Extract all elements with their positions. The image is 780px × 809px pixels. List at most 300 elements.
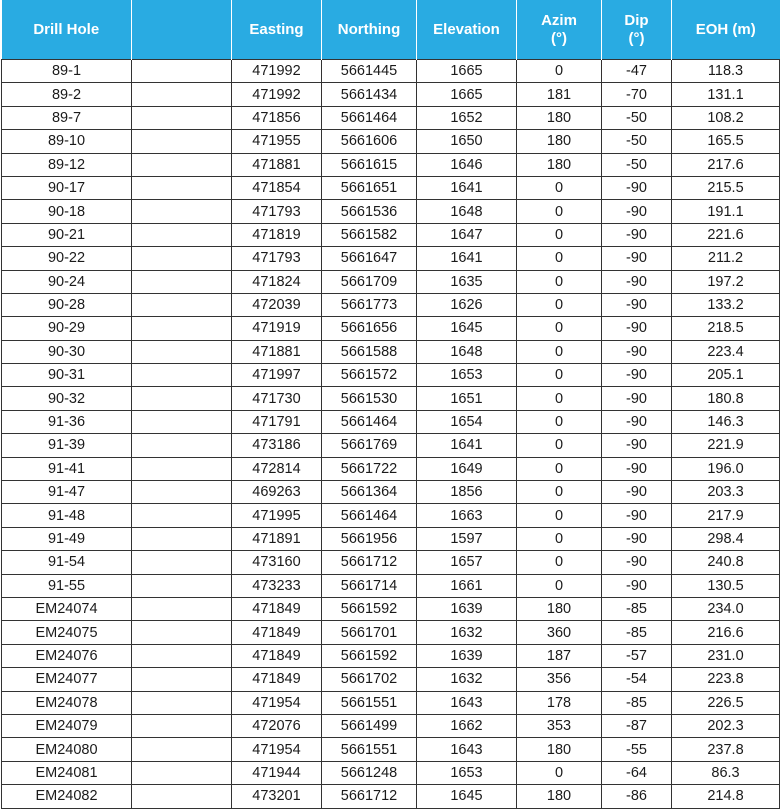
table-row bbox=[2, 504, 780, 527]
header-eoh bbox=[672, 0, 780, 60]
table-row bbox=[2, 83, 780, 106]
cell-elevation: 1648 bbox=[417, 340, 517, 363]
header-elevation bbox=[417, 0, 517, 60]
cell-easting: 471919 bbox=[232, 317, 322, 340]
cell-easting: 469263 bbox=[232, 481, 322, 504]
cell-drill-hole: 91-39 bbox=[2, 434, 132, 457]
cell-blank bbox=[132, 644, 232, 667]
cell-northing: 5661956 bbox=[322, 527, 417, 550]
cell-azim: 0 bbox=[517, 317, 602, 340]
table-row bbox=[2, 270, 780, 293]
cell-northing: 5661588 bbox=[322, 340, 417, 363]
cell-drill-hole: 90-24 bbox=[2, 270, 132, 293]
cell-eoh: 218.5 bbox=[672, 317, 780, 340]
cell-drill-hole: 90-29 bbox=[2, 317, 132, 340]
cell-blank bbox=[132, 364, 232, 387]
cell-easting: 473233 bbox=[232, 574, 322, 597]
cell-northing: 5661647 bbox=[322, 247, 417, 270]
cell-blank bbox=[132, 106, 232, 129]
cell-dip: -54 bbox=[602, 668, 672, 691]
cell-easting: 471849 bbox=[232, 621, 322, 644]
cell-blank bbox=[132, 153, 232, 176]
cell-easting: 472814 bbox=[232, 457, 322, 480]
cell-northing: 5661464 bbox=[322, 504, 417, 527]
cell-azim: 0 bbox=[517, 457, 602, 480]
cell-blank bbox=[132, 714, 232, 737]
table-row bbox=[2, 247, 780, 270]
cell-eoh: 215.5 bbox=[672, 176, 780, 199]
cell-blank bbox=[132, 481, 232, 504]
cell-dip: -90 bbox=[602, 387, 672, 410]
cell-blank bbox=[132, 247, 232, 270]
cell-blank bbox=[132, 293, 232, 316]
cell-azim: 0 bbox=[517, 60, 602, 83]
cell-blank bbox=[132, 270, 232, 293]
table-row bbox=[2, 644, 780, 667]
cell-easting: 471856 bbox=[232, 106, 322, 129]
cell-northing: 5661536 bbox=[322, 200, 417, 223]
cell-elevation: 1652 bbox=[417, 106, 517, 129]
cell-azim: 0 bbox=[517, 574, 602, 597]
cell-northing: 5661712 bbox=[322, 551, 417, 574]
cell-easting: 471854 bbox=[232, 176, 322, 199]
cell-azim: 180 bbox=[517, 785, 602, 808]
cell-azim: 180 bbox=[517, 597, 602, 620]
table-row bbox=[2, 60, 780, 83]
cell-drill-hole: 91-55 bbox=[2, 574, 132, 597]
cell-elevation: 1645 bbox=[417, 785, 517, 808]
cell-blank bbox=[132, 410, 232, 433]
cell-eoh: 203.3 bbox=[672, 481, 780, 504]
cell-dip: -90 bbox=[602, 527, 672, 550]
cell-dip: -90 bbox=[602, 457, 672, 480]
cell-dip: -90 bbox=[602, 317, 672, 340]
cell-drill-hole: 90-32 bbox=[2, 387, 132, 410]
cell-drill-hole: EM24075 bbox=[2, 621, 132, 644]
cell-easting: 471881 bbox=[232, 153, 322, 176]
cell-blank bbox=[132, 738, 232, 761]
table-row bbox=[2, 130, 780, 153]
cell-elevation: 1657 bbox=[417, 551, 517, 574]
header-azim bbox=[517, 0, 602, 60]
cell-northing: 5661714 bbox=[322, 574, 417, 597]
cell-dip: -87 bbox=[602, 714, 672, 737]
header-easting bbox=[232, 0, 322, 60]
cell-easting: 472039 bbox=[232, 293, 322, 316]
cell-drill-hole: 90-22 bbox=[2, 247, 132, 270]
cell-drill-hole: EM24074 bbox=[2, 597, 132, 620]
table-row bbox=[2, 176, 780, 199]
cell-dip: -90 bbox=[602, 223, 672, 246]
cell-blank bbox=[132, 527, 232, 550]
cell-drill-hole: 89-2 bbox=[2, 83, 132, 106]
cell-blank bbox=[132, 340, 232, 363]
cell-azim: 0 bbox=[517, 340, 602, 363]
cell-northing: 5661773 bbox=[322, 293, 417, 316]
cell-drill-hole: 89-1 bbox=[2, 60, 132, 83]
cell-easting: 472076 bbox=[232, 714, 322, 737]
cell-drill-hole: EM24081 bbox=[2, 761, 132, 784]
header-label: Dip bbox=[624, 11, 649, 29]
cell-dip: -90 bbox=[602, 270, 672, 293]
table-row bbox=[2, 621, 780, 644]
cell-dip: -85 bbox=[602, 597, 672, 620]
cell-elevation: 1641 bbox=[417, 434, 517, 457]
cell-eoh: 205.1 bbox=[672, 364, 780, 387]
cell-eoh: 165.5 bbox=[672, 130, 780, 153]
cell-elevation: 1665 bbox=[417, 60, 517, 83]
cell-northing: 5661364 bbox=[322, 481, 417, 504]
cell-elevation: 1653 bbox=[417, 364, 517, 387]
cell-blank bbox=[132, 200, 232, 223]
cell-blank bbox=[132, 621, 232, 644]
cell-elevation: 1646 bbox=[417, 153, 517, 176]
cell-elevation: 1641 bbox=[417, 247, 517, 270]
cell-azim: 0 bbox=[517, 504, 602, 527]
header-label: Northing bbox=[337, 20, 401, 38]
cell-eoh: 221.9 bbox=[672, 434, 780, 457]
cell-azim: 0 bbox=[517, 387, 602, 410]
cell-elevation: 1632 bbox=[417, 621, 517, 644]
cell-eoh: 298.4 bbox=[672, 527, 780, 550]
cell-northing: 5661551 bbox=[322, 738, 417, 761]
cell-eoh: 237.8 bbox=[672, 738, 780, 761]
table-row bbox=[2, 410, 780, 433]
cell-blank bbox=[132, 761, 232, 784]
cell-easting: 471954 bbox=[232, 691, 322, 714]
cell-drill-hole: 90-18 bbox=[2, 200, 132, 223]
cell-eoh: 131.1 bbox=[672, 83, 780, 106]
cell-drill-hole: 90-21 bbox=[2, 223, 132, 246]
cell-easting: 473160 bbox=[232, 551, 322, 574]
cell-drill-hole: 90-28 bbox=[2, 293, 132, 316]
table-header bbox=[2, 0, 780, 60]
cell-easting: 471819 bbox=[232, 223, 322, 246]
cell-eoh: 133.2 bbox=[672, 293, 780, 316]
cell-elevation: 1643 bbox=[417, 738, 517, 761]
cell-drill-hole: 89-12 bbox=[2, 153, 132, 176]
cell-northing: 5661572 bbox=[322, 364, 417, 387]
cell-eoh: 217.6 bbox=[672, 153, 780, 176]
cell-elevation: 1597 bbox=[417, 527, 517, 550]
cell-dip: -90 bbox=[602, 340, 672, 363]
cell-dip: -50 bbox=[602, 106, 672, 129]
header-label: Easting bbox=[249, 20, 304, 38]
cell-drill-hole: EM24082 bbox=[2, 785, 132, 808]
cell-northing: 5661709 bbox=[322, 270, 417, 293]
cell-drill-hole: EM24079 bbox=[2, 714, 132, 737]
cell-easting: 471992 bbox=[232, 83, 322, 106]
cell-azim: 356 bbox=[517, 668, 602, 691]
cell-easting: 471849 bbox=[232, 597, 322, 620]
cell-drill-hole: 91-48 bbox=[2, 504, 132, 527]
header-unit: (°) bbox=[628, 29, 645, 47]
cell-eoh: 216.6 bbox=[672, 621, 780, 644]
cell-eoh: 202.3 bbox=[672, 714, 780, 737]
cell-elevation: 1647 bbox=[417, 223, 517, 246]
cell-elevation: 1648 bbox=[417, 200, 517, 223]
cell-azim: 180 bbox=[517, 130, 602, 153]
table-row bbox=[2, 574, 780, 597]
header-row bbox=[2, 0, 780, 60]
cell-azim: 0 bbox=[517, 527, 602, 550]
table-row bbox=[2, 106, 780, 129]
cell-dip: -90 bbox=[602, 551, 672, 574]
cell-drill-hole: 89-10 bbox=[2, 130, 132, 153]
cell-elevation: 1639 bbox=[417, 644, 517, 667]
cell-dip: -55 bbox=[602, 738, 672, 761]
cell-dip: -50 bbox=[602, 130, 672, 153]
cell-blank bbox=[132, 574, 232, 597]
header-blank bbox=[132, 0, 232, 60]
cell-azim: 0 bbox=[517, 247, 602, 270]
cell-easting: 471995 bbox=[232, 504, 322, 527]
cell-dip: -47 bbox=[602, 60, 672, 83]
cell-eoh: 226.5 bbox=[672, 691, 780, 714]
cell-northing: 5661530 bbox=[322, 387, 417, 410]
cell-easting: 471793 bbox=[232, 200, 322, 223]
cell-northing: 5661434 bbox=[322, 83, 417, 106]
cell-blank bbox=[132, 597, 232, 620]
cell-eoh: 231.0 bbox=[672, 644, 780, 667]
cell-dip: -90 bbox=[602, 410, 672, 433]
cell-blank bbox=[132, 434, 232, 457]
table-row bbox=[2, 738, 780, 761]
cell-azim: 0 bbox=[517, 223, 602, 246]
table-row bbox=[2, 340, 780, 363]
cell-drill-hole: 91-41 bbox=[2, 457, 132, 480]
table-row bbox=[2, 691, 780, 714]
table-row bbox=[2, 668, 780, 691]
cell-eoh: 108.2 bbox=[672, 106, 780, 129]
cell-drill-hole: EM24077 bbox=[2, 668, 132, 691]
cell-easting: 471997 bbox=[232, 364, 322, 387]
header-label: Elevation bbox=[433, 20, 500, 38]
cell-easting: 473186 bbox=[232, 434, 322, 457]
cell-easting: 471793 bbox=[232, 247, 322, 270]
cell-elevation: 1665 bbox=[417, 83, 517, 106]
cell-dip: -85 bbox=[602, 621, 672, 644]
cell-dip: -70 bbox=[602, 83, 672, 106]
cell-azim: 0 bbox=[517, 293, 602, 316]
cell-blank bbox=[132, 551, 232, 574]
cell-dip: -57 bbox=[602, 644, 672, 667]
table-row bbox=[2, 761, 780, 784]
cell-blank bbox=[132, 317, 232, 340]
cell-blank bbox=[132, 387, 232, 410]
cell-azim: 0 bbox=[517, 761, 602, 784]
cell-azim: 181 bbox=[517, 83, 602, 106]
table-row bbox=[2, 387, 780, 410]
cell-dip: -90 bbox=[602, 200, 672, 223]
cell-eoh: 223.8 bbox=[672, 668, 780, 691]
cell-dip: -90 bbox=[602, 504, 672, 527]
cell-azim: 187 bbox=[517, 644, 602, 667]
cell-northing: 5661592 bbox=[322, 597, 417, 620]
cell-northing: 5661712 bbox=[322, 785, 417, 808]
table-row bbox=[2, 153, 780, 176]
cell-easting: 473201 bbox=[232, 785, 322, 808]
cell-blank bbox=[132, 457, 232, 480]
cell-easting: 471954 bbox=[232, 738, 322, 761]
cell-elevation: 1635 bbox=[417, 270, 517, 293]
cell-easting: 471891 bbox=[232, 527, 322, 550]
cell-northing: 5661722 bbox=[322, 457, 417, 480]
cell-azim: 0 bbox=[517, 176, 602, 199]
table-row bbox=[2, 714, 780, 737]
cell-blank bbox=[132, 504, 232, 527]
cell-drill-hole: 91-47 bbox=[2, 481, 132, 504]
cell-northing: 5661592 bbox=[322, 644, 417, 667]
table-row bbox=[2, 527, 780, 550]
cell-eoh: 221.6 bbox=[672, 223, 780, 246]
table-row bbox=[2, 200, 780, 223]
table-row bbox=[2, 434, 780, 457]
header-label: Azim bbox=[541, 11, 577, 29]
drill-hole-table bbox=[1, 0, 780, 809]
cell-northing: 5661656 bbox=[322, 317, 417, 340]
cell-eoh: 211.2 bbox=[672, 247, 780, 270]
table-row bbox=[2, 785, 780, 808]
table-row bbox=[2, 551, 780, 574]
cell-azim: 0 bbox=[517, 364, 602, 387]
cell-northing: 5661615 bbox=[322, 153, 417, 176]
cell-azim: 0 bbox=[517, 410, 602, 433]
header-northing bbox=[322, 0, 417, 60]
cell-drill-hole: EM24076 bbox=[2, 644, 132, 667]
header-drill-hole bbox=[2, 0, 132, 60]
cell-dip: -64 bbox=[602, 761, 672, 784]
cell-eoh: 196.0 bbox=[672, 457, 780, 480]
cell-azim: 180 bbox=[517, 106, 602, 129]
header-unit: (°) bbox=[551, 29, 567, 47]
cell-easting: 471944 bbox=[232, 761, 322, 784]
cell-elevation: 1662 bbox=[417, 714, 517, 737]
cell-dip: -90 bbox=[602, 574, 672, 597]
cell-azim: 0 bbox=[517, 200, 602, 223]
cell-elevation: 1639 bbox=[417, 597, 517, 620]
cell-azim: 353 bbox=[517, 714, 602, 737]
cell-northing: 5661551 bbox=[322, 691, 417, 714]
table-row bbox=[2, 597, 780, 620]
cell-eoh: 180.8 bbox=[672, 387, 780, 410]
cell-eoh: 223.4 bbox=[672, 340, 780, 363]
cell-easting: 471881 bbox=[232, 340, 322, 363]
cell-elevation: 1645 bbox=[417, 317, 517, 340]
cell-elevation: 1626 bbox=[417, 293, 517, 316]
cell-blank bbox=[132, 83, 232, 106]
cell-eoh: 130.5 bbox=[672, 574, 780, 597]
cell-northing: 5661248 bbox=[322, 761, 417, 784]
cell-dip: -86 bbox=[602, 785, 672, 808]
table-row bbox=[2, 317, 780, 340]
cell-eoh: 217.9 bbox=[672, 504, 780, 527]
table-row bbox=[2, 481, 780, 504]
cell-drill-hole: EM24078 bbox=[2, 691, 132, 714]
cell-eoh: 234.0 bbox=[672, 597, 780, 620]
cell-easting: 471849 bbox=[232, 644, 322, 667]
cell-northing: 5661464 bbox=[322, 410, 417, 433]
cell-azim: 178 bbox=[517, 691, 602, 714]
cell-dip: -90 bbox=[602, 434, 672, 457]
cell-drill-hole: 89-7 bbox=[2, 106, 132, 129]
cell-azim: 0 bbox=[517, 551, 602, 574]
cell-easting: 471955 bbox=[232, 130, 322, 153]
table-row bbox=[2, 293, 780, 316]
cell-blank bbox=[132, 176, 232, 199]
cell-dip: -90 bbox=[602, 481, 672, 504]
cell-eoh: 240.8 bbox=[672, 551, 780, 574]
cell-elevation: 1663 bbox=[417, 504, 517, 527]
cell-eoh: 146.3 bbox=[672, 410, 780, 433]
cell-easting: 471791 bbox=[232, 410, 322, 433]
cell-elevation: 1643 bbox=[417, 691, 517, 714]
cell-northing: 5661769 bbox=[322, 434, 417, 457]
cell-blank bbox=[132, 60, 232, 83]
cell-northing: 5661651 bbox=[322, 176, 417, 199]
cell-northing: 5661701 bbox=[322, 621, 417, 644]
cell-elevation: 1856 bbox=[417, 481, 517, 504]
cell-dip: -90 bbox=[602, 247, 672, 270]
cell-northing: 5661464 bbox=[322, 106, 417, 129]
cell-easting: 471849 bbox=[232, 668, 322, 691]
cell-easting: 471730 bbox=[232, 387, 322, 410]
cell-blank bbox=[132, 691, 232, 714]
cell-eoh: 214.8 bbox=[672, 785, 780, 808]
cell-blank bbox=[132, 668, 232, 691]
cell-drill-hole: 90-17 bbox=[2, 176, 132, 199]
cell-blank bbox=[132, 785, 232, 808]
table-row bbox=[2, 457, 780, 480]
cell-northing: 5661499 bbox=[322, 714, 417, 737]
cell-azim: 0 bbox=[517, 434, 602, 457]
cell-elevation: 1653 bbox=[417, 761, 517, 784]
cell-azim: 0 bbox=[517, 481, 602, 504]
cell-elevation: 1650 bbox=[417, 130, 517, 153]
header-label: Drill Hole bbox=[33, 20, 100, 38]
cell-drill-hole: 90-30 bbox=[2, 340, 132, 363]
cell-northing: 5661445 bbox=[322, 60, 417, 83]
cell-drill-hole: 91-49 bbox=[2, 527, 132, 550]
cell-azim: 0 bbox=[517, 270, 602, 293]
header-dip bbox=[602, 0, 672, 60]
table-row bbox=[2, 364, 780, 387]
cell-azim: 180 bbox=[517, 738, 602, 761]
cell-dip: -90 bbox=[602, 176, 672, 199]
cell-easting: 471992 bbox=[232, 60, 322, 83]
cell-elevation: 1641 bbox=[417, 176, 517, 199]
cell-elevation: 1654 bbox=[417, 410, 517, 433]
cell-eoh: 118.3 bbox=[672, 60, 780, 83]
table-body bbox=[2, 60, 780, 809]
table-row bbox=[2, 223, 780, 246]
cell-dip: -90 bbox=[602, 364, 672, 387]
cell-azim: 180 bbox=[517, 153, 602, 176]
cell-easting: 471824 bbox=[232, 270, 322, 293]
cell-drill-hole: EM24080 bbox=[2, 738, 132, 761]
cell-northing: 5661606 bbox=[322, 130, 417, 153]
cell-elevation: 1651 bbox=[417, 387, 517, 410]
cell-drill-hole: 91-54 bbox=[2, 551, 132, 574]
cell-azim: 360 bbox=[517, 621, 602, 644]
cell-drill-hole: 90-31 bbox=[2, 364, 132, 387]
cell-blank bbox=[132, 223, 232, 246]
cell-drill-hole: 91-36 bbox=[2, 410, 132, 433]
cell-dip: -85 bbox=[602, 691, 672, 714]
header-label: EOH (m) bbox=[695, 20, 756, 38]
cell-elevation: 1649 bbox=[417, 457, 517, 480]
cell-dip: -90 bbox=[602, 293, 672, 316]
